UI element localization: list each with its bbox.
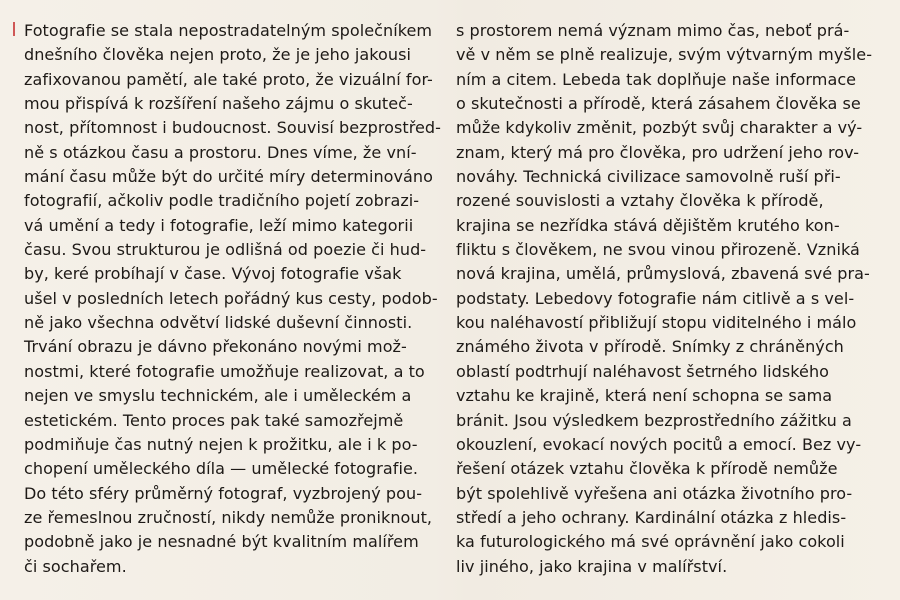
text-line: Trvání obrazu je dávno překonáno novými mož- bbox=[24, 337, 407, 357]
text-line: zafixovanou pamětí, ale také proto, že vizuální for- bbox=[24, 69, 433, 89]
text-line: podmiňuje čas nutný nejen k prožitku, ale i k po- bbox=[24, 434, 418, 454]
text-line: mou přispívá k rozšíření našeho zájmu o skuteč- bbox=[24, 94, 413, 114]
text-line: nováhy. Technická civilizace samovolně ruší při- bbox=[456, 167, 841, 187]
right-text-column bbox=[456, 19, 892, 579]
text-line: okouzlení, evokací nových pocitů a emocí. Bez vy- bbox=[456, 434, 862, 454]
text-line: mání času může být do určité míry determinováno bbox=[24, 167, 433, 187]
text-line: Do této sféry průměrný fotograf, vyzbrojený pou- bbox=[24, 483, 423, 503]
text-line: fliktu s člověkem, ne svou vinou přirozeně. Vzniká bbox=[456, 240, 860, 260]
text-line: času. Svou strukturou je odlišná od poezie či hud- bbox=[24, 240, 427, 260]
text-line: může kdykoliv změnit, pozbýt svůj charakter a vý- bbox=[456, 118, 863, 138]
text-line: chopení uměleckého díla — umělecké fotografie. bbox=[24, 459, 419, 479]
text-line: vztahu ke krajině, která není schopna se sama bbox=[456, 386, 833, 406]
text-line: kou naléhavostí přibližují stopu viditelného i málo bbox=[456, 313, 857, 333]
text-line: Fotografie se stala nepostradatelným společníkem bbox=[24, 21, 433, 40]
text-line: s prostorem nemá význam mimo čas, neboť prá- bbox=[456, 21, 850, 40]
text-line: či sochařem. bbox=[24, 556, 127, 576]
text-line: by, keré probíhají v čase. Vývoj fotografie však bbox=[24, 264, 402, 284]
text-line: dnešního člověka nejen proto, že je jeho jakousi bbox=[24, 45, 412, 65]
text-line: o skutečnosti a přírodě, která zásahem člověka se bbox=[456, 94, 861, 114]
text-line: oblastí podtrhují naléhavost šetrného lidského bbox=[456, 361, 830, 381]
text-line: ka futurologického má své oprávnění jako cokoli bbox=[456, 532, 845, 552]
text-line: znam, který má pro člověka, pro udržení jeho rov- bbox=[456, 142, 860, 162]
text-line: nejen ve smyslu technickém, ale i uměleckém a bbox=[24, 386, 412, 406]
text-line: ně jako všechna odvětví lidské duševní činnosti. bbox=[24, 313, 413, 333]
text-line: rozené souvislosti a vztahy člověka k přírodě, bbox=[456, 191, 824, 211]
text-line: řešení otázek vztahu člověka k přírodě nemůže bbox=[456, 459, 838, 479]
text-line: vá umění a tedy i fotografie, leží mimo kategorii bbox=[24, 215, 414, 235]
text-line: středí a jeho ochrany. Kardinální otázka z hledis- bbox=[456, 507, 847, 527]
text-line: fotografií, ačkoliv podle tradičního pojetí zobrazi- bbox=[24, 191, 420, 211]
text-line: liv jiného, jako krajina v malířství. bbox=[456, 556, 728, 576]
text-line: nost, přítomnost i budoucnost. Souvisí bezprostřed- bbox=[24, 118, 441, 138]
text-line: nostmi, které fotografie umožňuje realizovat, a to bbox=[24, 361, 425, 381]
text-line: ze řemeslnou zručností, nikdy nemůže proniknout, bbox=[24, 507, 433, 527]
margin-mark bbox=[13, 22, 15, 36]
text-line: ně s otázkou času a prostoru. Dnes víme, že vní- bbox=[24, 142, 417, 162]
text-line: bránit. Jsou výsledkem bezprostředního zážitku a bbox=[456, 410, 852, 430]
text-line: nová krajina, umělá, průmyslová, zbavená své pra- bbox=[456, 264, 870, 284]
left-text-column bbox=[24, 19, 444, 579]
text-line: krajina se nezřídka stává dějištěm krutého kon- bbox=[456, 215, 840, 235]
text-line: známého života v přírodě. Snímky z chráněných bbox=[456, 337, 844, 357]
text-line: ušel v posledních letech pořádný kus cesty, podob- bbox=[24, 288, 438, 308]
text-line: estetickém. Tento proces pak také samozřejmě bbox=[24, 410, 404, 430]
text-line: vě v něm se plně realizuje, svým výtvarným myšle- bbox=[456, 45, 873, 65]
text-line: podstaty. Lebedovy fotografie nám citlivě a s vel- bbox=[456, 288, 855, 308]
text-line: být spolehlivě vyřešena ani otázka životního pro- bbox=[456, 483, 853, 503]
text-line: ním a citem. Lebeda tak doplňuje naše informace bbox=[456, 69, 857, 89]
text-line: podobně jako je nesnadné být kvalitním malířem bbox=[24, 532, 419, 552]
